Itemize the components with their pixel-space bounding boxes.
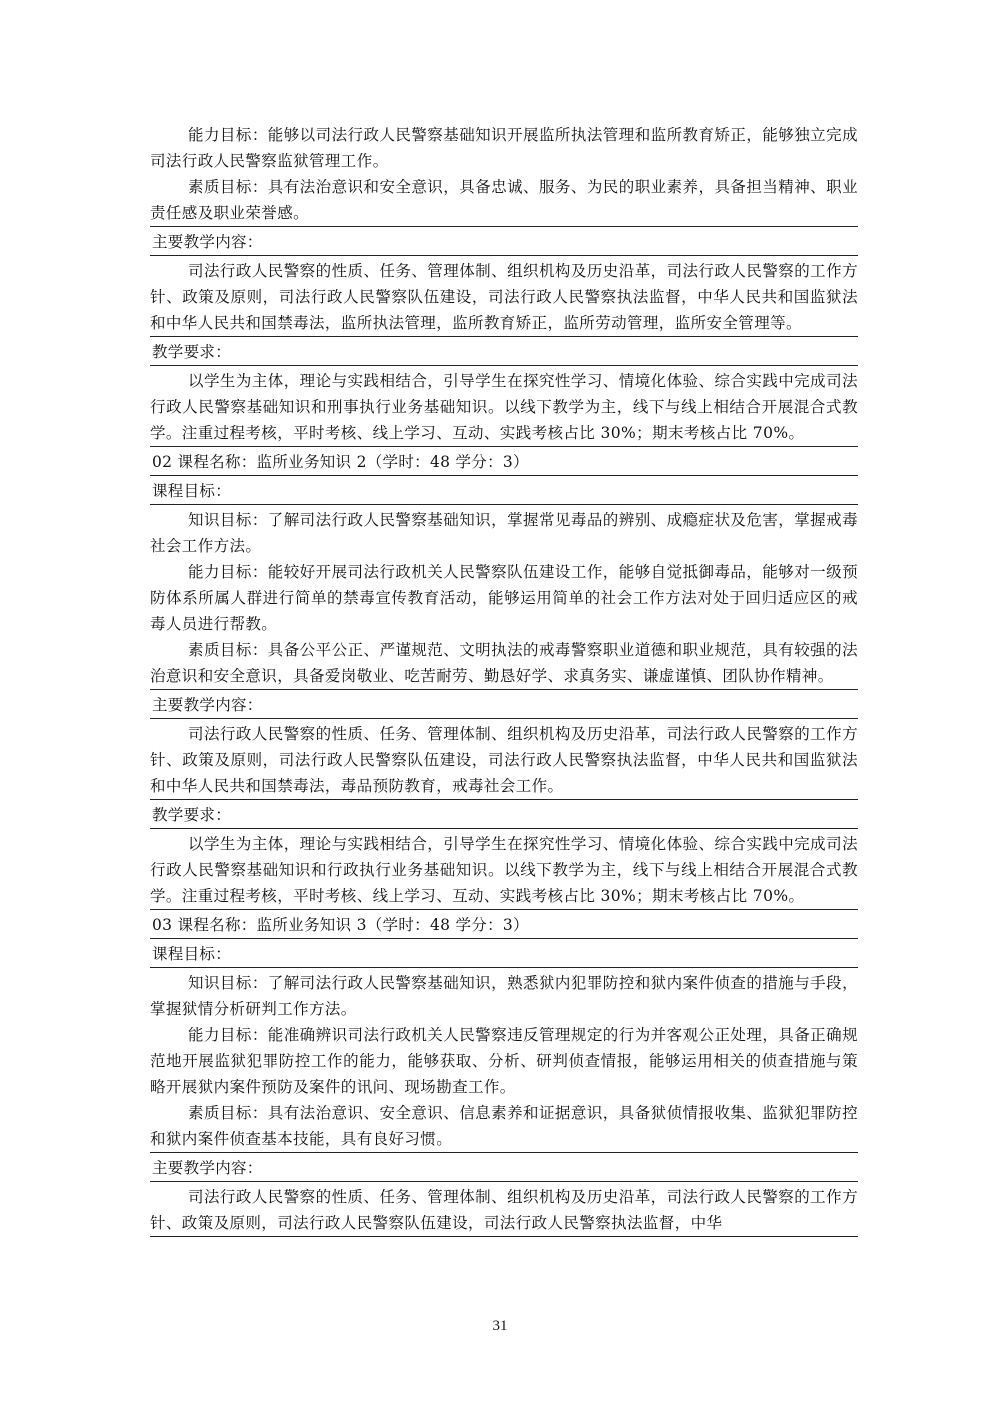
paragraph: 素质目标：具备公平公正、严谨规范、文明执法的戒毒警察职业道德和职业规范，具有较强的法治意识和安全意识，具备爱岗敬业、吃苦耐劳、勤恳好学、求真务实、谦虚谨慎、团队协作精神。: [150, 641, 858, 685]
paragraph: 素质目标：具有法治意识和安全意识，具备忠诚、服务、为民的职业素养，具备担当精神、职业责任感及职业荣誉感。: [150, 178, 858, 222]
paragraph: 以学生为主体，理论与实践相结合，引导学生在探究性学习、情境化体验、综合实践中完成司法行政人民警察基础知识和刑事执行业务基础知识。以线下教学为主，线下与线上相结合开展混合式教学。注重过程考核，平时考核、线上学习、互动、实践考核占比 30%；期末考核占比 70%。: [150, 372, 858, 442]
paragraph-block: [150, 256, 858, 337]
section-header: [150, 476, 858, 505]
section-header: [150, 910, 858, 939]
section-header-text: 主要教学内容：: [152, 696, 263, 714]
page-number: 31: [492, 1318, 508, 1334]
paragraph-block: [150, 505, 858, 690]
section-header: [150, 227, 858, 256]
section-header-text: 课程目标：: [152, 945, 232, 963]
section-header-text: 主要教学内容：: [152, 1159, 263, 1177]
paragraph-block: [150, 829, 858, 910]
paragraph: 能力目标：能够以司法行政人民警察基础知识开展监所执法管理和监所教育矫正，能够独立完成司法行政人民警察监狱管理工作。: [150, 126, 858, 170]
paragraph-block: [150, 120, 858, 227]
document-body: [150, 120, 858, 1237]
paragraph: 知识目标：了解司法行政人民警察基础知识，掌握常见毒品的辨别、成瘾症状及危害，掌握戒毒社会工作方法。: [150, 511, 858, 555]
section-header-text: 课程目标：: [152, 482, 232, 500]
paragraph: 能力目标：能较好开展司法行政机关人民警察队伍建设工作，能够自觉抵御毒品，能够对一级预防体系所属人群进行简单的禁毒宣传教育活动，能够运用简单的社会工作方法对处于回归适应区的戒毒人员进行帮教。: [150, 563, 858, 633]
paragraph-block: [150, 719, 858, 800]
paragraph-block: [150, 366, 858, 447]
section-header: [150, 1153, 858, 1182]
section-header-text: 03 课程名称：监所业务知识 3（学时：48 学分：3）: [152, 916, 529, 934]
section-header: [150, 447, 858, 476]
section-header-text: 主要教学内容：: [152, 233, 263, 251]
section-header: [150, 800, 858, 829]
section-header: [150, 939, 858, 968]
paragraph: 以学生为主体，理论与实践相结合，引导学生在探究性学习、情境化体验、综合实践中完成司法行政人民警察基础知识和行政执行业务基础知识。以线下教学为主，线下与线上相结合开展混合式教学。注重过程考核，平时考核、线上学习、互动、实践考核占比 30%；期末考核占比 70%。: [150, 835, 858, 905]
paragraph: 知识目标：了解司法行政人民警察基础知识，熟悉狱内犯罪防控和狱内案件侦查的措施与手段，掌握狱情分析研判工作方法。: [150, 974, 858, 1018]
paragraph-block: [150, 968, 858, 1153]
section-header-text: 教学要求：: [152, 343, 232, 361]
paragraph: 素质目标：具有法治意识、安全意识、信息素养和证据意识，具备狱侦情报收集、监狱犯罪防控和狱内案件侦查基本技能，具有良好习惯。: [150, 1104, 858, 1148]
section-header-text: 教学要求：: [152, 806, 232, 824]
paragraph: 司法行政人民警察的性质、任务、管理体制、组织机构及历史沿革，司法行政人民警察的工作方针、政策及原则，司法行政人民警察队伍建设，司法行政人民警察执法监督，中华人民共和国监狱法和中华人民共和国禁毒法，毒品预防教育，戒毒社会工作。: [150, 725, 858, 795]
section-header: [150, 690, 858, 719]
section-header: [150, 337, 858, 366]
paragraph-block: [150, 1182, 858, 1237]
paragraph: 司法行政人民警察的性质、任务、管理体制、组织机构及历史沿革，司法行政人民警察的工作方针、政策及原则，司法行政人民警察队伍建设，司法行政人民警察执法监督，中华: [150, 1188, 858, 1232]
paragraph: 司法行政人民警察的性质、任务、管理体制、组织机构及历史沿革，司法行政人民警察的工作方针、政策及原则，司法行政人民警察队伍建设，司法行政人民警察执法监督，中华人民共和国监狱法和中华人民共和国禁毒法，监所执法管理，监所教育矫正，监所劳动管理，监所安全管理等。: [150, 262, 858, 332]
section-header-text: 02 课程名称：监所业务知识 2（学时：48 学分：3）: [152, 453, 529, 471]
paragraph: 能力目标：能准确辨识司法行政机关人民警察违反管理规定的行为并客观公正处理，具备正确规范地开展监狱犯罪防控工作的能力，能够获取、分析、研判侦查情报，能够运用相关的侦查措施与策略开展狱内案件预防及案件的讯问、现场勘查工作。: [150, 1026, 858, 1096]
